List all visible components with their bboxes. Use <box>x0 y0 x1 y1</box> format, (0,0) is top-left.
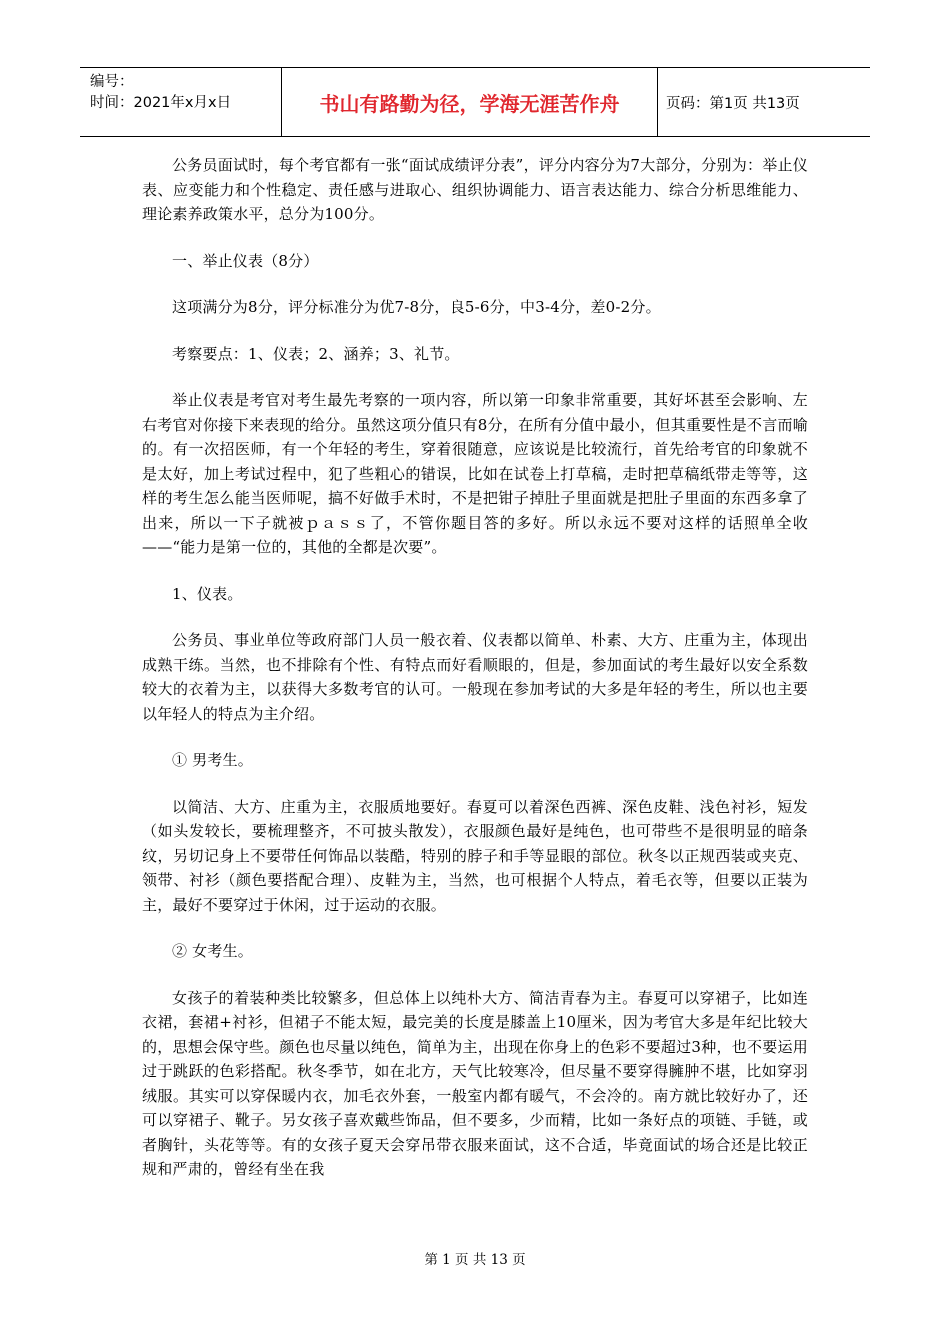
paragraph: 以简洁、大方、庄重为主，衣服质地要好。春夏可以着深色西裤、深色皮鞋、浅色衬衫，短发（如头发较长，要梳理整齐，不可披头散发），衣服颜色最好是纯色，也可带些不是很明显的暗条纹，另切记身上不要带任何饰品以装酷，特别的脖子和手等显眼的部位。秋冬以正规西装或夹克、领带、衬衫（颜色要搭配合理）、皮鞋为主，当然，也可根据个人特点，着毛衣等，但要以正装为主，最好不要穿过于休闲，过于运动的衣服。 <box>142 797 808 914</box>
subsection-heading: 1、仪表。 <box>172 584 243 603</box>
paragraph: 这项满分为8分，评分标准分为优7-8分，良5-6分，中3-4分，差0-2分。 <box>172 298 661 316</box>
page-footer: 第 1 页 共 13 页 <box>424 1252 526 1268</box>
document-number: 编号： <box>90 74 134 90</box>
paragraph: 公务员、事业单位等政府部门人员一般衣着、仪表都以简单、朴素、大方、庄重为主，体现出成熟干练。当然，也不排除有个性、有特点而好看顺眼的，但是，参加面试的考生最好以安全系数较大的衣着为主，以获得大多数考官的认可。一般现在参加考试的大多是年轻的考生，所以也主要以年轻人的特点为主介绍。 <box>142 631 808 723</box>
subsection-heading: ① 男考生。 <box>172 751 253 769</box>
document-date: 时间：2021年x月x日 <box>90 95 232 111</box>
page-header <box>80 67 870 137</box>
paragraph: 考察要点：1、仪表；2、涵养；3、礼节。 <box>172 344 460 363</box>
header-meta <box>80 68 282 136</box>
document-body <box>142 153 808 1204</box>
paragraph: 举止仪表是考官对考生最先考察的一项内容，所以第一印象非常重要，其好坏甚至会影响、左右考官对你接下来表现的给分。虽然这项分值只有8分，在所有分值中最小，但其重要性是不言而喻的。有一次招医师，有一个年轻的考生，穿着很随意，应该说是比较流行，首先给考官的印象就不是太好，加上考试过程中，犯了些粗心的错误，比如在试卷上打草稿，走时把草稿纸带走等等，这样的考生怎么能当医师呢，搞不好做手术时，不是把钳子掉肚子里面就是把肚子里面的东西多拿了出来，所以一下子就被ｐａｓｓ了，不管你题目答的多好。所以永远不要对这样的话照单全收——“能力是第一位的，其他的全都是次要”。 <box>142 391 808 556</box>
header-motto: 书山有路勤为径，学海无涯苦作舟 <box>282 68 658 136</box>
paragraph: 女孩子的着装种类比较繁多，但总体上以纯朴大方、简洁青春为主。春夏可以穿裙子，比如连衣裙，套裙+衬衫，但裙子不能太短，最完美的长度是膝盖上10厘米，因为考官大多是年纪比较大的，思想会保守些。颜色也尽量以纯色，简单为主，出现在你身上的色彩不要超过3种，也不要运用过于跳跃的色彩搭配。秋冬季节，如在北方，天气比较寒冷，但尽量不要穿得臃肿不堪，比如穿羽绒服。其实可以穿保暖内衣，加毛衣外套，一般室内都有暖气，不会冷的。南方就比较好办了，还可以穿裙子、靴子。另女孩子喜欢戴些饰品，但不要多，少而精，比如一条好点的项链、手链，或者胸针，头花等等。有的女孩子夏天会穿吊带衣服来面试，这不合适，毕竟面试的场合还是比较正规和严肃的，曾经有坐在我 <box>142 988 808 1178</box>
section-heading: 一、举止仪表（8分） <box>172 251 319 270</box>
subsection-heading: ② 女考生。 <box>172 942 253 960</box>
header-page-number: 页码：第1页 共13页 <box>666 95 800 112</box>
paragraph: 公务员面试时，每个考官都有一张“面试成绩评分表”，评分内容分为7大部分，分别为：举止仪表、应变能力和个性稳定、责任感与进取心、组织协调能力、语言表达能力、综合分析思维能力、理论素养政策水平，总分为100分。 <box>142 156 808 223</box>
